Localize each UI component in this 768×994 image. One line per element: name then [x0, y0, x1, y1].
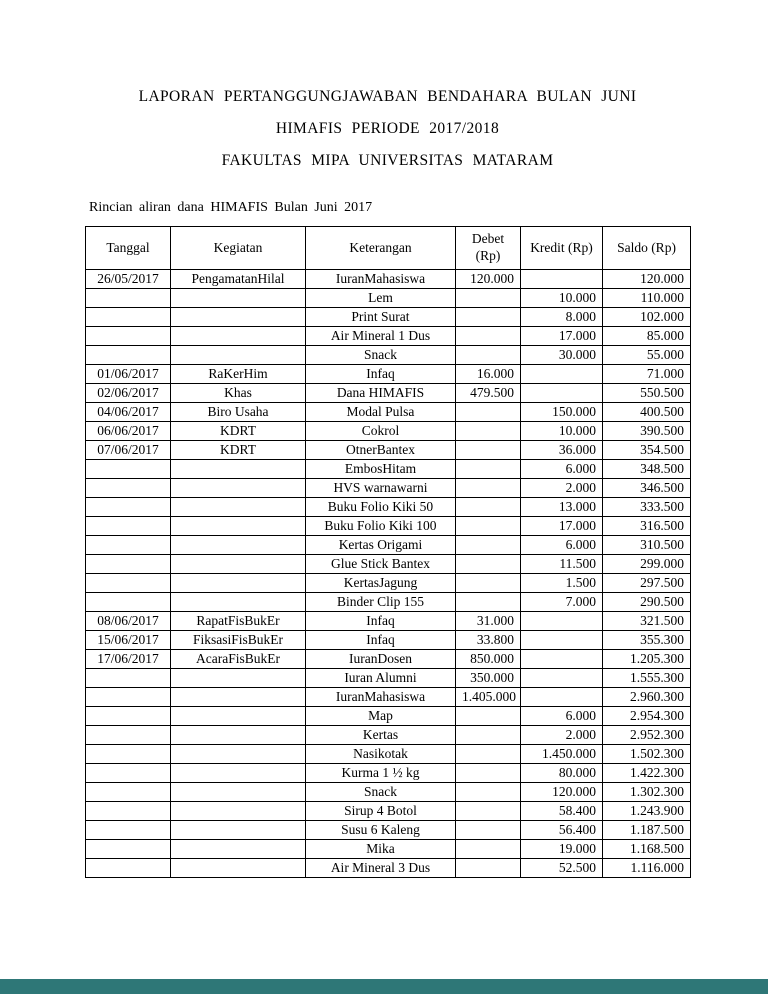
cell-kredit: 36.000 — [521, 441, 603, 460]
cell-kredit: 6.000 — [521, 460, 603, 479]
cell-kegiatan — [171, 840, 306, 859]
cell-kredit: 52.500 — [521, 859, 603, 878]
cell-kegiatan — [171, 517, 306, 536]
header-keterangan: Keterangan — [306, 227, 456, 270]
report-title-line-2: HIMAFIS PERIODE 2017/2018 — [275, 120, 500, 137]
cell-kredit: 80.000 — [521, 764, 603, 783]
cell-keterangan: Infaq — [306, 612, 456, 631]
cell-kegiatan — [171, 479, 306, 498]
cell-tanggal — [86, 536, 171, 555]
cell-saldo: 1.168.500 — [603, 840, 691, 859]
table-row — [86, 593, 691, 612]
cell-kegiatan — [171, 669, 306, 688]
cell-kredit — [521, 365, 603, 384]
cell-debet: 1.405.000 — [456, 688, 521, 707]
cell-debet — [456, 555, 521, 574]
cell-saldo: 310.500 — [603, 536, 691, 555]
cell-kegiatan — [171, 460, 306, 479]
table-row — [86, 802, 691, 821]
report-subtitle: Rincian aliran dana HIMAFIS Bulan Juni 2017 — [89, 200, 373, 215]
cell-debet — [456, 840, 521, 859]
cell-debet: 850.000 — [456, 650, 521, 669]
cell-keterangan: Lem — [306, 289, 456, 308]
header-debet: Debet (Rp) — [456, 227, 521, 270]
cell-keterangan: Kurma 1 ½ kg — [306, 764, 456, 783]
cell-kredit: 17.000 — [521, 517, 603, 536]
cell-debet — [456, 574, 521, 593]
cell-debet — [456, 707, 521, 726]
cell-debet — [456, 745, 521, 764]
cell-kredit: 10.000 — [521, 422, 603, 441]
cell-kredit: 13.000 — [521, 498, 603, 517]
table-row — [86, 631, 691, 650]
cell-kredit — [521, 270, 603, 289]
cell-kredit — [521, 631, 603, 650]
cell-saldo: 354.500 — [603, 441, 691, 460]
cell-kredit — [521, 612, 603, 631]
cell-keterangan: Nasikotak — [306, 745, 456, 764]
cell-tanggal — [86, 726, 171, 745]
table-row — [86, 650, 691, 669]
cell-kredit: 30.000 — [521, 346, 603, 365]
cell-debet — [456, 726, 521, 745]
cell-saldo: 346.500 — [603, 479, 691, 498]
cell-kegiatan — [171, 593, 306, 612]
cell-keterangan: Air Mineral 1 Dus — [306, 327, 456, 346]
cell-debet — [456, 764, 521, 783]
finance-table — [85, 226, 691, 878]
cell-keterangan: Glue Stick Bantex — [306, 555, 456, 574]
cell-keterangan: Mika — [306, 840, 456, 859]
cell-tanggal — [86, 707, 171, 726]
cell-kredit: 10.000 — [521, 289, 603, 308]
cell-tanggal: 02/06/2017 — [86, 384, 171, 403]
table-row — [86, 859, 691, 878]
cell-tanggal — [86, 593, 171, 612]
cell-kredit: 6.000 — [521, 536, 603, 555]
cell-tanggal — [86, 802, 171, 821]
cell-tanggal — [86, 840, 171, 859]
cell-saldo: 71.000 — [603, 365, 691, 384]
report-title-line-3: FAKULTAS MIPA UNIVERSITAS MATARAM — [221, 152, 554, 169]
cell-kredit: 11.500 — [521, 555, 603, 574]
header-kegiatan: Kegiatan — [171, 227, 306, 270]
cell-saldo: 2.952.300 — [603, 726, 691, 745]
cell-saldo: 321.500 — [603, 612, 691, 631]
cell-keterangan: Infaq — [306, 365, 456, 384]
cell-keterangan: IuranMahasiswa — [306, 688, 456, 707]
table-row — [86, 479, 691, 498]
cell-saldo: 2.960.300 — [603, 688, 691, 707]
cell-debet — [456, 783, 521, 802]
cell-tanggal — [86, 859, 171, 878]
cell-kegiatan — [171, 536, 306, 555]
cell-debet — [456, 460, 521, 479]
table-row — [86, 555, 691, 574]
cell-keterangan: OtnerBantex — [306, 441, 456, 460]
cell-saldo: 120.000 — [603, 270, 691, 289]
cell-debet — [456, 536, 521, 555]
cell-tanggal — [86, 745, 171, 764]
cell-kegiatan — [171, 821, 306, 840]
table-row — [86, 764, 691, 783]
cell-debet: 120.000 — [456, 270, 521, 289]
cell-kredit — [521, 650, 603, 669]
table-row — [86, 308, 691, 327]
cell-saldo: 1.205.300 — [603, 650, 691, 669]
table-row — [86, 365, 691, 384]
cell-kredit: 2.000 — [521, 726, 603, 745]
table-row — [86, 270, 691, 289]
report-title-block — [85, 88, 690, 170]
cell-debet — [456, 422, 521, 441]
cell-tanggal: 07/06/2017 — [86, 441, 171, 460]
cell-kredit: 7.000 — [521, 593, 603, 612]
footer-bar — [0, 979, 768, 994]
cell-kegiatan — [171, 859, 306, 878]
cell-debet — [456, 517, 521, 536]
cell-kegiatan — [171, 745, 306, 764]
cell-tanggal: 01/06/2017 — [86, 365, 171, 384]
cell-kegiatan: Khas — [171, 384, 306, 403]
table-body — [86, 270, 691, 878]
cell-tanggal — [86, 327, 171, 346]
cell-saldo: 348.500 — [603, 460, 691, 479]
cell-saldo: 290.500 — [603, 593, 691, 612]
cell-kegiatan: FiksasiFisBukEr — [171, 631, 306, 650]
header-saldo: Saldo (Rp) — [603, 227, 691, 270]
cell-keterangan: Kertas Origami — [306, 536, 456, 555]
cell-tanggal: 15/06/2017 — [86, 631, 171, 650]
cell-kredit: 58.400 — [521, 802, 603, 821]
cell-kegiatan: Biro Usaha — [171, 403, 306, 422]
cell-debet: 350.000 — [456, 669, 521, 688]
cell-kegiatan: KDRT — [171, 441, 306, 460]
cell-kredit: 1.450.000 — [521, 745, 603, 764]
cell-tanggal: 17/06/2017 — [86, 650, 171, 669]
cell-kegiatan: AcaraFisBukEr — [171, 650, 306, 669]
cell-tanggal — [86, 783, 171, 802]
cell-kegiatan: RaKerHim — [171, 365, 306, 384]
table-row — [86, 346, 691, 365]
cell-keterangan: Sirup 4 Botol — [306, 802, 456, 821]
cell-kegiatan: KDRT — [171, 422, 306, 441]
cell-kegiatan — [171, 764, 306, 783]
cell-kredit — [521, 669, 603, 688]
table-row — [86, 327, 691, 346]
cell-kredit: 56.400 — [521, 821, 603, 840]
cell-saldo: 1.555.300 — [603, 669, 691, 688]
cell-keterangan: Infaq — [306, 631, 456, 650]
cell-debet — [456, 308, 521, 327]
cell-kegiatan — [171, 308, 306, 327]
cell-saldo: 400.500 — [603, 403, 691, 422]
cell-kredit: 2.000 — [521, 479, 603, 498]
cell-saldo: 1.302.300 — [603, 783, 691, 802]
cell-debet: 33.800 — [456, 631, 521, 650]
header-tanggal: Tanggal — [86, 227, 171, 270]
cell-saldo: 297.500 — [603, 574, 691, 593]
cell-kredit: 17.000 — [521, 327, 603, 346]
cell-tanggal — [86, 688, 171, 707]
cell-saldo: 2.954.300 — [603, 707, 691, 726]
cell-tanggal — [86, 517, 171, 536]
cell-kegiatan — [171, 346, 306, 365]
cell-kegiatan — [171, 327, 306, 346]
cell-debet — [456, 821, 521, 840]
cell-saldo: 1.243.900 — [603, 802, 691, 821]
table-row — [86, 517, 691, 536]
cell-debet: 479.500 — [456, 384, 521, 403]
cell-saldo: 1.187.500 — [603, 821, 691, 840]
cell-kredit: 1.500 — [521, 574, 603, 593]
cell-kegiatan — [171, 707, 306, 726]
cell-tanggal: 06/06/2017 — [86, 422, 171, 441]
cell-debet — [456, 327, 521, 346]
cell-tanggal: 26/05/2017 — [86, 270, 171, 289]
cell-keterangan: EmbosHitam — [306, 460, 456, 479]
cell-keterangan: Print Surat — [306, 308, 456, 327]
cell-tanggal: 04/06/2017 — [86, 403, 171, 422]
table-row — [86, 422, 691, 441]
table-row — [86, 783, 691, 802]
cell-kegiatan: RapatFisBukEr — [171, 612, 306, 631]
cell-debet — [456, 859, 521, 878]
cell-keterangan: Iuran Alumni — [306, 669, 456, 688]
cell-kegiatan — [171, 289, 306, 308]
cell-kegiatan — [171, 688, 306, 707]
cell-keterangan: Buku Folio Kiki 50 — [306, 498, 456, 517]
cell-saldo: 333.500 — [603, 498, 691, 517]
table-row — [86, 612, 691, 631]
cell-keterangan: Snack — [306, 783, 456, 802]
cell-keterangan: Air Mineral 3 Dus — [306, 859, 456, 878]
cell-kredit: 120.000 — [521, 783, 603, 802]
cell-saldo: 316.500 — [603, 517, 691, 536]
cell-tanggal — [86, 555, 171, 574]
cell-saldo: 355.300 — [603, 631, 691, 650]
cell-debet — [456, 403, 521, 422]
cell-tanggal — [86, 764, 171, 783]
table-row — [86, 536, 691, 555]
cell-keterangan: Kertas — [306, 726, 456, 745]
cell-tanggal: 08/06/2017 — [86, 612, 171, 631]
cell-saldo: 390.500 — [603, 422, 691, 441]
table-row — [86, 745, 691, 764]
table-row — [86, 498, 691, 517]
cell-saldo: 85.000 — [603, 327, 691, 346]
cell-tanggal — [86, 479, 171, 498]
table-row — [86, 574, 691, 593]
report-title-line-1: LAPORAN PERTANGGUNGJAWABAN BENDAHARA BULAN JUNI — [138, 88, 637, 105]
table-row — [86, 707, 691, 726]
cell-keterangan: Susu 6 Kaleng — [306, 821, 456, 840]
table-row — [86, 669, 691, 688]
cell-kegiatan — [171, 498, 306, 517]
cell-keterangan: Map — [306, 707, 456, 726]
table-header-row — [86, 227, 691, 270]
cell-keterangan: Snack — [306, 346, 456, 365]
cell-debet — [456, 498, 521, 517]
table-row — [86, 726, 691, 745]
table-row — [86, 840, 691, 859]
cell-tanggal — [86, 821, 171, 840]
cell-kredit: 6.000 — [521, 707, 603, 726]
cell-keterangan: Cokrol — [306, 422, 456, 441]
cell-kegiatan: PengamatanHilal — [171, 270, 306, 289]
cell-debet — [456, 346, 521, 365]
cell-kredit — [521, 384, 603, 403]
cell-keterangan: KertasJagung — [306, 574, 456, 593]
cell-tanggal — [86, 346, 171, 365]
cell-kegiatan — [171, 555, 306, 574]
table-row — [86, 384, 691, 403]
cell-debet — [456, 289, 521, 308]
cell-debet — [456, 593, 521, 612]
cell-keterangan: Buku Folio Kiki 100 — [306, 517, 456, 536]
cell-tanggal — [86, 574, 171, 593]
cell-tanggal — [86, 289, 171, 308]
cell-saldo: 550.500 — [603, 384, 691, 403]
cell-keterangan: IuranMahasiswa — [306, 270, 456, 289]
cell-kredit — [521, 688, 603, 707]
cell-saldo: 110.000 — [603, 289, 691, 308]
cell-debet — [456, 441, 521, 460]
cell-keterangan: IuranDosen — [306, 650, 456, 669]
cell-tanggal — [86, 498, 171, 517]
table-row — [86, 403, 691, 422]
cell-kegiatan — [171, 802, 306, 821]
cell-keterangan: Binder Clip 155 — [306, 593, 456, 612]
cell-kegiatan — [171, 783, 306, 802]
table-row — [86, 441, 691, 460]
header-kredit: Kredit (Rp) — [521, 227, 603, 270]
cell-kredit: 8.000 — [521, 308, 603, 327]
table-row — [86, 821, 691, 840]
cell-saldo: 1.422.300 — [603, 764, 691, 783]
cell-keterangan: Modal Pulsa — [306, 403, 456, 422]
cell-kegiatan — [171, 726, 306, 745]
cell-tanggal — [86, 460, 171, 479]
table-row — [86, 460, 691, 479]
cell-kredit: 19.000 — [521, 840, 603, 859]
cell-saldo: 55.000 — [603, 346, 691, 365]
cell-kredit: 150.000 — [521, 403, 603, 422]
table-header — [86, 227, 691, 270]
cell-saldo: 1.502.300 — [603, 745, 691, 764]
cell-debet: 31.000 — [456, 612, 521, 631]
cell-debet: 16.000 — [456, 365, 521, 384]
cell-debet — [456, 479, 521, 498]
cell-debet — [456, 802, 521, 821]
cell-saldo: 102.000 — [603, 308, 691, 327]
cell-saldo: 1.116.000 — [603, 859, 691, 878]
cell-saldo: 299.000 — [603, 555, 691, 574]
table-row — [86, 289, 691, 308]
cell-tanggal — [86, 669, 171, 688]
table-row — [86, 688, 691, 707]
cell-keterangan: Dana HIMAFIS — [306, 384, 456, 403]
cell-tanggal — [86, 308, 171, 327]
cell-keterangan: HVS warnawarni — [306, 479, 456, 498]
cell-kegiatan — [171, 574, 306, 593]
